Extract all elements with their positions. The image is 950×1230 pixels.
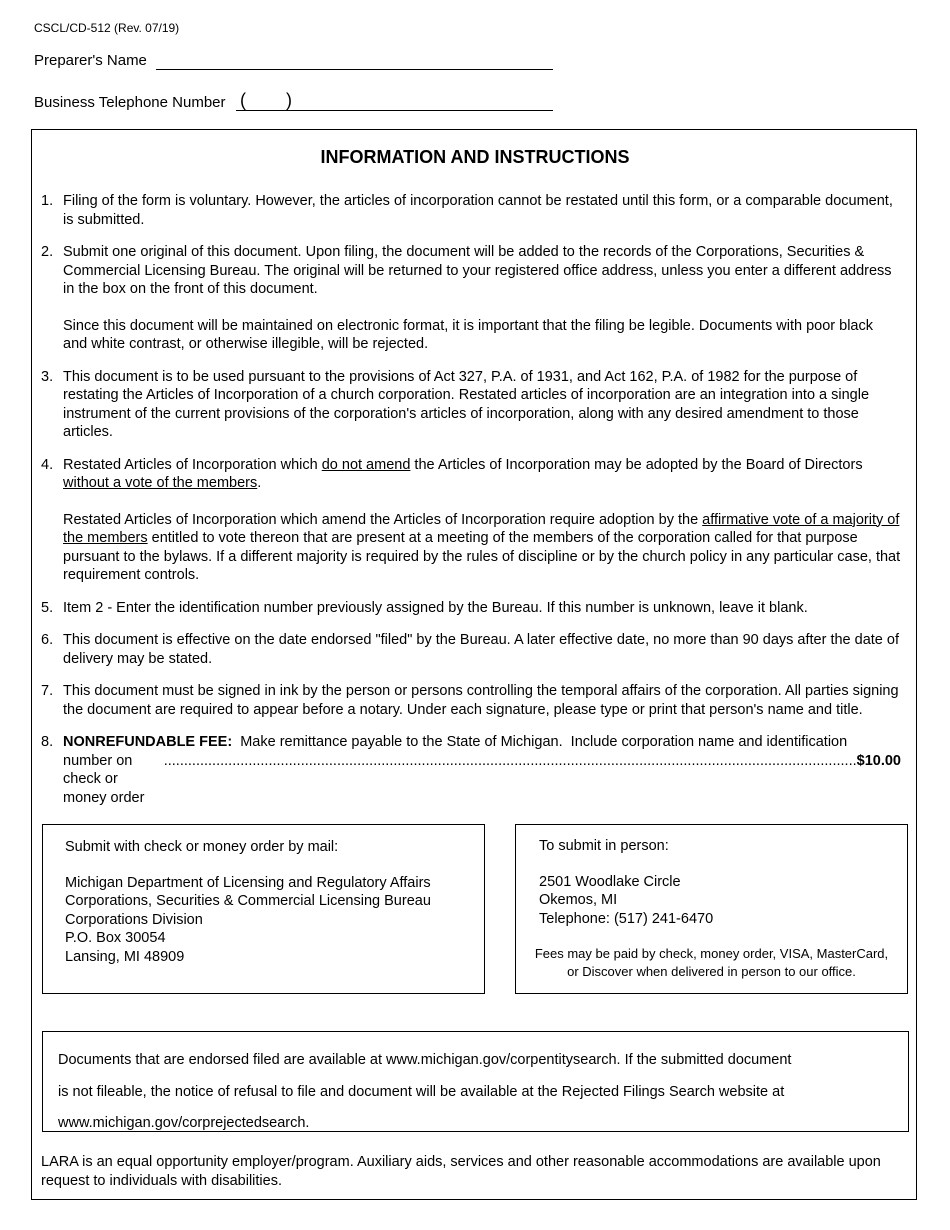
in-person-submission-box (515, 824, 908, 994)
in-person-title: To submit in person: (539, 838, 669, 854)
instructions-list (41, 192, 901, 807)
instruction-item-3: 3. This document is to be used pursuant to the provisions of Act 327, P.A. of 1931, and Act 162, P.A. of 1982 for the purpose of restating the Articles of Incorporation of a church corporation. Restated articles of incorporation are an integration into a single instrument of the current provisions of the corporation's articles of incorporation, along with any desired amendment to those articles. (41, 368, 870, 440)
phone-label: Business Telephone Number (34, 94, 226, 111)
form-id: CSCL/CD-512 (Rev. 07/19) (34, 21, 180, 35)
payment-methods-note: Fees may be paid by check, money order, VISA, MasterCard, or Discover when delivered in person to our office. (534, 946, 889, 979)
equal-opportunity-notice: LARA is an equal opportunity employer/program. Auxiliary aids, services and other reasonable accommodations are available upon request to individuals with disabilities. (41, 1154, 881, 1189)
document-availability-box: Documents that are endorsed filed are available at www.michigan.gov/corpentitysearch. If the submitted document is not fileable, the notice of refusal to file and document will be available at the Rejected Filings Search website at www.michigan.gov/corprejectedsearch. (42, 1031, 909, 1132)
fee-line: number on check or money order ............................................................................................................................................................................ $10.00 (63, 752, 901, 806)
mail-address: Michigan Department of Licensing and Regulatory Affairs Corporations, Securities & Commercial Licensing Bureau Corporations Division P.O. Box 30054 Lansing, MI 48909 (65, 874, 431, 965)
preparer-name-field[interactable] (156, 69, 553, 70)
instruction-item-6: 6. This document is effective on the date endorsed "filed" by the Bureau. A later effective date, no more than 90 days after the date of delivery may be stated. (41, 632, 899, 667)
preparer-name-label: Preparer's Name (34, 52, 147, 69)
instruction-item-4: 4. Restated Articles of Incorporation which do not amend the Articles of Incorporation may be adopted by the Board of Directors without a vote of the members. Restated Articles of Incorporation which amend the Articles of Incorporation require adoption by the affirmative vote of a majority of the members entitled to vote thereon that are present at a meeting of the members of the corporation called for that purpose pursuant to the bylaws. If a different majority is required by the rules of discipline or by the church policy in any particular case, that requirement controls. (41, 456, 901, 583)
instruction-item-5: 5. Item 2 - Enter the identification number previously assigned by the Bureau. If this number is unknown, leave it blank. (41, 599, 808, 616)
instruction-item-8: 8. NONREFUNDABLE FEE: Make remittance payable to the State of Michigan. Include corporation name and identification number on check or money order ............................................................................................................................................................................ $10.00 (41, 734, 901, 806)
in-person-address: 2501 Woodlake Circle Okemos, MI Telephone: (517) 241-6470 (539, 873, 714, 927)
mail-submission-box (42, 824, 485, 994)
fee-label: NONREFUNDABLE FEE: (63, 734, 233, 750)
instruction-item-7: 7. This document must be signed in ink by the person or persons controlling the temporal affairs of the corporation. All parties signing the document are required to appear before a notary. Under each signature, please type or print that person's name and title. (41, 683, 899, 718)
fee-amount: $10.00 (856, 752, 901, 769)
phone-field[interactable] (236, 110, 553, 111)
page-title: INFORMATION AND INSTRUCTIONS (320, 147, 630, 167)
mail-title: Submit with check or money order by mail: (65, 839, 339, 855)
instruction-item-2: 2. Submit one original of this document. Upon filing, the document will be added to the records of the Corporations, Securities & Commercial Licensing Bureau. The original will be returned to your registered office address, unless you enter a different address in the box on the front of this document. Since this document will be maintained on electronic format, it is important that the filing be legible. Documents with poor black and white contrast, or otherwise illegible, will be rejected. (41, 244, 892, 352)
instruction-item-1: 1. Filing of the form is voluntary. However, the articles of incorporation cannot be restated until this form, or a comparable document, is submitted. (41, 193, 893, 228)
phone-area-code-parens: ( ) (240, 90, 292, 110)
